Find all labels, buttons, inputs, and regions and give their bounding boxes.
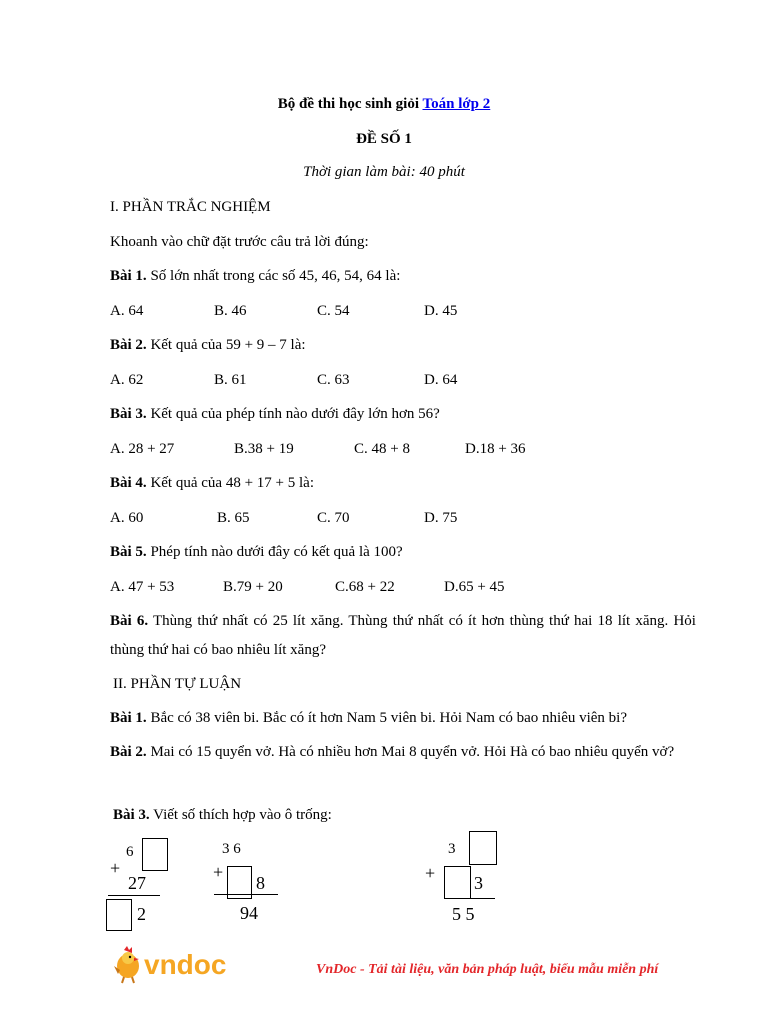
sum-line	[445, 898, 495, 899]
question-3	[110, 406, 696, 423]
plus-sign: +	[425, 863, 436, 883]
sum-line	[108, 895, 160, 896]
exam-time: Thời gian làm bài: 40 phút	[303, 164, 465, 180]
option-b: B.79 + 20	[223, 579, 283, 595]
answer-box[interactable]	[142, 838, 168, 871]
question-text: Kết quả của 59 + 9 – 7 là:	[146, 337, 306, 353]
part1-heading: I. PHẦN TRẮC NGHIỆM	[110, 199, 271, 215]
essay-question-1	[110, 710, 696, 727]
question-label: Bài 1.	[110, 710, 147, 726]
puzzle-digit: 8	[256, 873, 265, 893]
option-a: A. 60	[110, 510, 144, 526]
question-5	[110, 544, 696, 561]
answer-box[interactable]	[106, 899, 132, 931]
question-label: Bài 1.	[110, 268, 147, 284]
question-label: Bài 5.	[110, 544, 147, 560]
document-title	[0, 96, 768, 113]
essay-question-3	[113, 807, 699, 824]
option-b: B. 61	[214, 372, 247, 388]
question-text: Thùng thứ nhất có 25 lít xăng. Thùng thứ nhất có ít hơn thùng thứ hai 18 lít xăng. Hỏi thùng thứ hai có bao nhiêu lít xăng?	[110, 613, 696, 658]
question-text: Mai có 15 quyển vở. Hà có nhiều hơn Mai 8 quyển vở. Hỏi Hà có bao nhiêu quyển vở?	[146, 744, 675, 760]
option-c: C. 63	[317, 372, 350, 388]
puzzle-digit: 6	[126, 844, 134, 860]
puzzle-digits: 3 6	[222, 841, 241, 857]
option-a: A. 62	[110, 372, 144, 388]
option-b: B.38 + 19	[234, 441, 294, 457]
option-d: D.18 + 36	[465, 441, 526, 457]
sum-line	[214, 894, 278, 895]
option-b: B. 46	[214, 303, 247, 319]
vndoc-logo[interactable]	[110, 944, 260, 984]
option-d: D. 64	[424, 372, 458, 388]
question-text: Viết số thích hợp vào ô trống:	[149, 807, 332, 823]
puzzle-number: 94	[240, 903, 258, 923]
question-text: Kết quả của 48 + 17 + 5 là:	[146, 475, 314, 491]
question-label: Bài 3.	[110, 406, 147, 422]
option-d: D. 45	[424, 303, 458, 319]
exam-number: ĐỀ SỐ 1	[356, 131, 412, 147]
question-text: Bắc có 38 viên bi. Bắc có ít hơn Nam 5 viên bi. Hỏi Nam có bao nhiêu viên bi?	[146, 710, 628, 726]
logo-wordmark: vndoc	[144, 949, 227, 980]
plus-sign: +	[110, 858, 121, 878]
question-4	[110, 475, 696, 492]
question-label: Bài 2.	[110, 337, 147, 353]
option-c: C. 70	[317, 510, 350, 526]
answer-box[interactable]	[444, 866, 471, 899]
question-text: Phép tính nào dưới đây có kết quả là 100?	[146, 544, 403, 560]
question-2	[110, 337, 696, 354]
essay-question-2	[110, 738, 696, 767]
title-link[interactable]: Toán lớp 2	[422, 96, 491, 112]
question-label: Bài 4.	[110, 475, 147, 491]
question-text: Kết quả của phép tính nào dưới đây lớn hơn 56?	[146, 406, 440, 422]
option-c: C. 48 + 8	[354, 441, 410, 457]
answer-box[interactable]	[469, 831, 497, 865]
option-a: A. 47 + 53	[110, 579, 175, 595]
option-c: C.68 + 22	[335, 579, 395, 595]
puzzle-digit: 3	[448, 841, 456, 857]
puzzle-number: 5 5	[452, 904, 475, 924]
plus-sign: +	[213, 862, 224, 882]
option-a: A. 28 + 27	[110, 441, 175, 457]
question-6	[110, 607, 696, 665]
question-label: Bài 2.	[110, 744, 147, 760]
puzzle-digit: 3	[474, 873, 483, 893]
footer-tagline: VnDoc - Tải tài liệu, văn bản pháp luật, biểu mẫu miễn phí	[316, 962, 659, 977]
option-b: B. 65	[217, 510, 250, 526]
option-d: D.65 + 45	[444, 579, 505, 595]
question-text: Số lớn nhất trong các số 45, 46, 54, 64 là:	[146, 268, 401, 284]
question-1	[110, 268, 696, 285]
option-a: A. 64	[110, 303, 144, 319]
rooster-icon	[110, 944, 260, 984]
question-label: Bài 3.	[113, 807, 150, 823]
puzzle-number: 27	[128, 873, 146, 893]
title-prefix: Bộ đề thi học sinh giỏi	[277, 96, 423, 112]
option-c: C. 54	[317, 303, 350, 319]
option-d: D. 75	[424, 510, 458, 526]
puzzle-digit: 2	[137, 904, 146, 924]
part1-instruction: Khoanh vào chữ đặt trước câu trả lời đúng:	[110, 234, 369, 250]
part2-heading: II. PHẦN TỰ LUẬN	[113, 676, 242, 692]
question-label: Bài 6.	[110, 613, 149, 629]
